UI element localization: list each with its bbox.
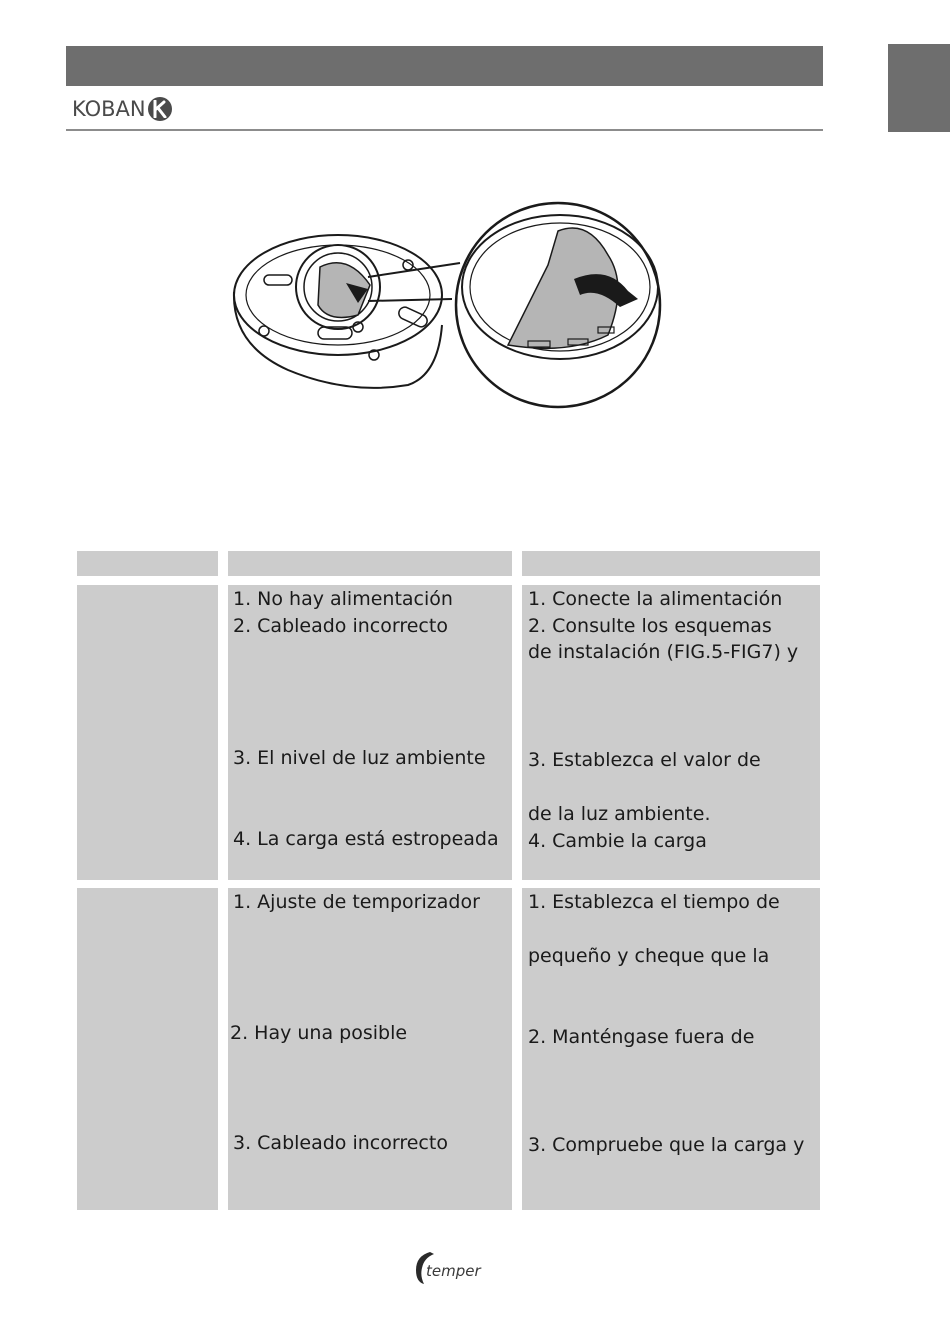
row2-cause-1: 1. Ajuste de temporizador [233, 891, 480, 913]
header-divider [66, 129, 823, 131]
sensor-installation-figure [228, 195, 668, 415]
table-header-col1 [77, 551, 218, 576]
row1-solution-2: 2. Consulte los esquemas [528, 615, 772, 637]
temper-brand-name: temper [426, 1262, 481, 1280]
row2-cause-cell [228, 888, 512, 1210]
section-tab [888, 44, 950, 132]
row1-cause-4: 4. La carga está estropeada [233, 828, 499, 850]
row1-solution-4: 3. Establezca el valor de [528, 749, 761, 771]
row2-solution-1: 1. Establezca el tiempo de [528, 891, 780, 913]
row1-solution-3: de instalación (FIG.5-FIG7) y [528, 641, 799, 663]
header-bar [66, 46, 823, 86]
koban-logo [72, 94, 172, 124]
row2-solution-3: 2. Manténgase fuera de [528, 1026, 755, 1048]
row2-cause-3: 3. Cableado incorrecto [233, 1132, 448, 1154]
brand-name: KOBAN [72, 97, 146, 121]
koban-k-icon [148, 97, 172, 121]
row1-cause-2: 2. Cableado incorrecto [233, 615, 448, 637]
row2-problem-cell [77, 888, 218, 1210]
row1-solution-6: 4. Cambie la carga [528, 830, 707, 852]
temper-logo [412, 1248, 492, 1288]
row2-solution-4: 3. Compruebe que la carga y [528, 1134, 805, 1156]
table-header-col3 [522, 551, 820, 576]
row1-cause-3: 3. El nivel de luz ambiente [233, 747, 486, 769]
table-header-col2 [228, 551, 512, 576]
row2-solution-2: pequeño y cheque que la [528, 945, 770, 967]
row1-solution-1: 1. Conecte la alimentación [528, 588, 783, 610]
row2-cause-2: 2. Hay una posible [230, 1022, 408, 1044]
row1-problem-cell [77, 585, 218, 880]
row1-solution-5: de la luz ambiente. [528, 803, 711, 825]
row1-cause-1: 1. No hay alimentación [233, 588, 453, 610]
